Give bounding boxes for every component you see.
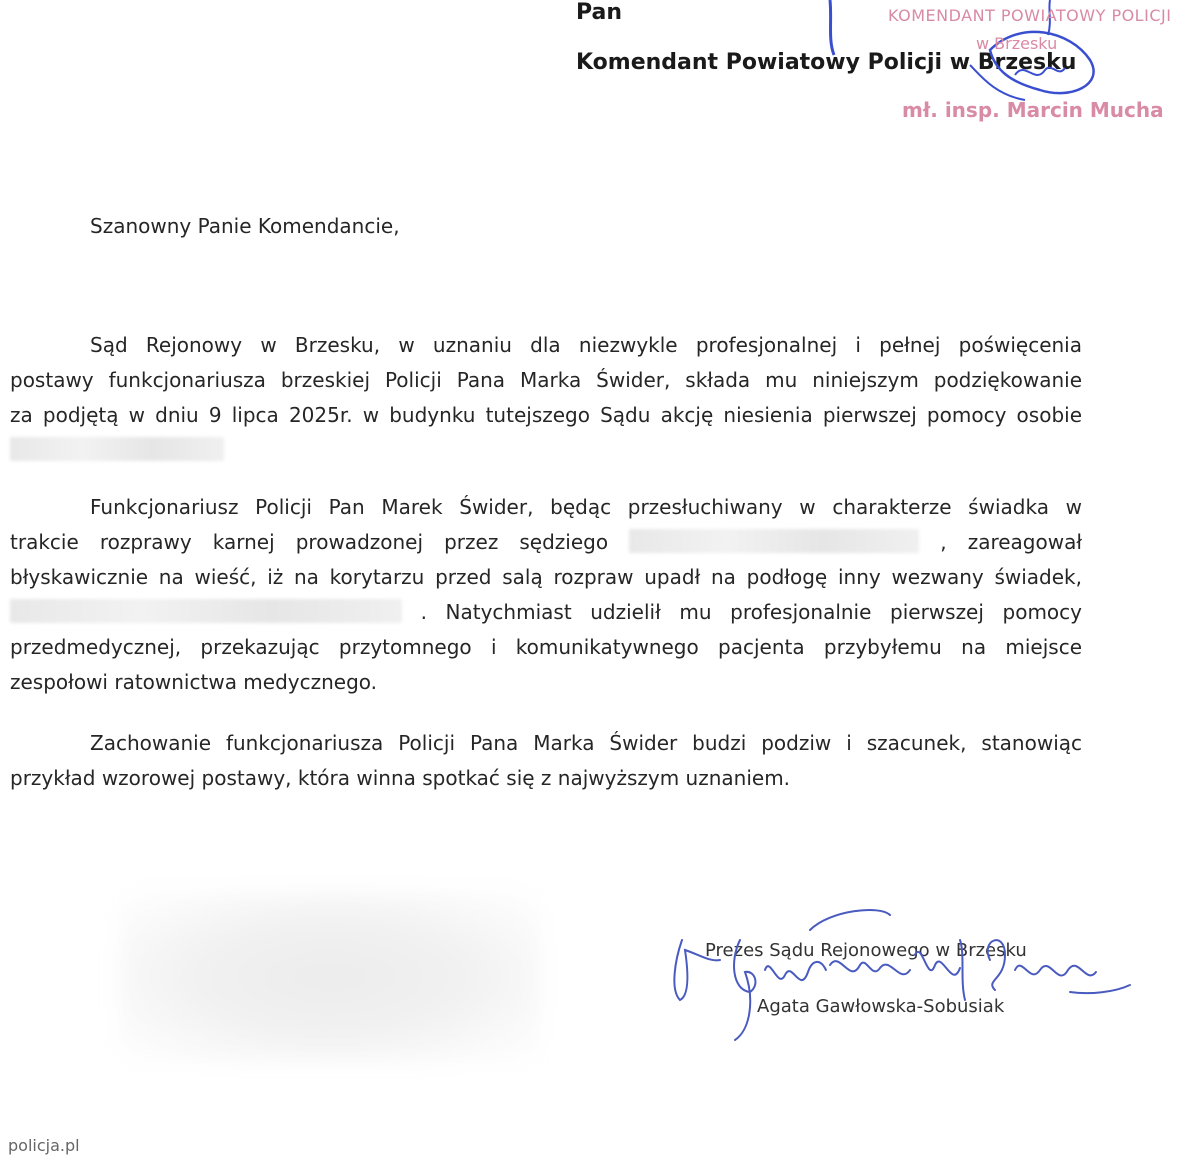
redacted-stamp-area <box>120 892 540 1062</box>
signatory-name: Agata Gawłowska-Sobusiak <box>757 996 1005 1017</box>
paragraph-line: zespołowi ratownictwa medycznego. <box>10 670 378 694</box>
redacted-judge-name <box>629 529 919 553</box>
recipient-name: Komendant Powiatowy Policji w Brzesku <box>576 50 1077 75</box>
redacted-name <box>10 437 224 461</box>
source-watermark: policja.pl <box>8 1136 80 1155</box>
paragraph-2 <box>10 490 1082 700</box>
stamp-line-office: KOMENDANT POWIATOWY POLICJI <box>888 6 1172 25</box>
paragraph-fragment: , zareagował <box>940 530 1083 554</box>
paragraph-line: przykład wzorowej postawy, która winna spotkać się z najwyższym uznaniem. <box>10 766 791 790</box>
paragraph-line <box>10 595 1082 630</box>
paragraph-1 <box>10 328 1082 468</box>
paragraph-line: Sąd Rejonowy w Brzesku, w uznaniu dla niezwykle profesjonalnej i pełnej poświęcenia <box>90 333 1082 357</box>
paragraph-line: przedmedycznej, przekazując przytomnego i komunikatywnego pacjenta przybyłemu na miejsce <box>10 635 1082 659</box>
stamp-line-officer: mł. insp. Marcin Mucha <box>902 98 1164 122</box>
paragraph-fragment: . Natychmiast udzielił mu profesjonalnie pierwszej pomocy <box>420 600 1082 624</box>
paragraph-line: za podjętą w dniu 9 lipca 2025r. w budynku tutejszego Sądu akcję niesienia pierwszej pomocy osobie <box>10 403 1082 427</box>
redacted-witness-name <box>10 599 402 623</box>
paragraph-line: Funkcjonariusz Policji Pan Marek Świder, będąc przesłuchiwany w charakterze świadka w <box>90 495 1082 519</box>
stamp-line-city: w Brzesku <box>976 34 1058 53</box>
paragraph-fragment: trakcie rozprawy karnej prowadzonej przez sędziego <box>10 530 609 554</box>
paragraph-line <box>10 525 1082 560</box>
paragraph-line: błyskawicznie na wieść, iż na korytarzu przed salą rozpraw upadł na podłogę inny wezwany świadek, <box>10 565 1082 589</box>
signatory-title: Prezes Sądu Rejonowego w Brzesku <box>705 940 1027 961</box>
paragraph-line: postawy funkcjonariusza brzeskiej Policji Pana Marka Świder, składa mu niniejszym podziękowanie <box>10 368 1082 392</box>
paragraph-3 <box>10 726 1082 796</box>
handwritten-signature <box>660 900 1140 1050</box>
salutation: Szanowny Panie Komendancie, <box>90 214 400 238</box>
recipient-title: Pan <box>576 0 623 25</box>
paragraph-line: Zachowanie funkcjonariusza Policji Pana Marka Świder budzi podziw i szacunek, stanowiąc <box>90 731 1082 755</box>
